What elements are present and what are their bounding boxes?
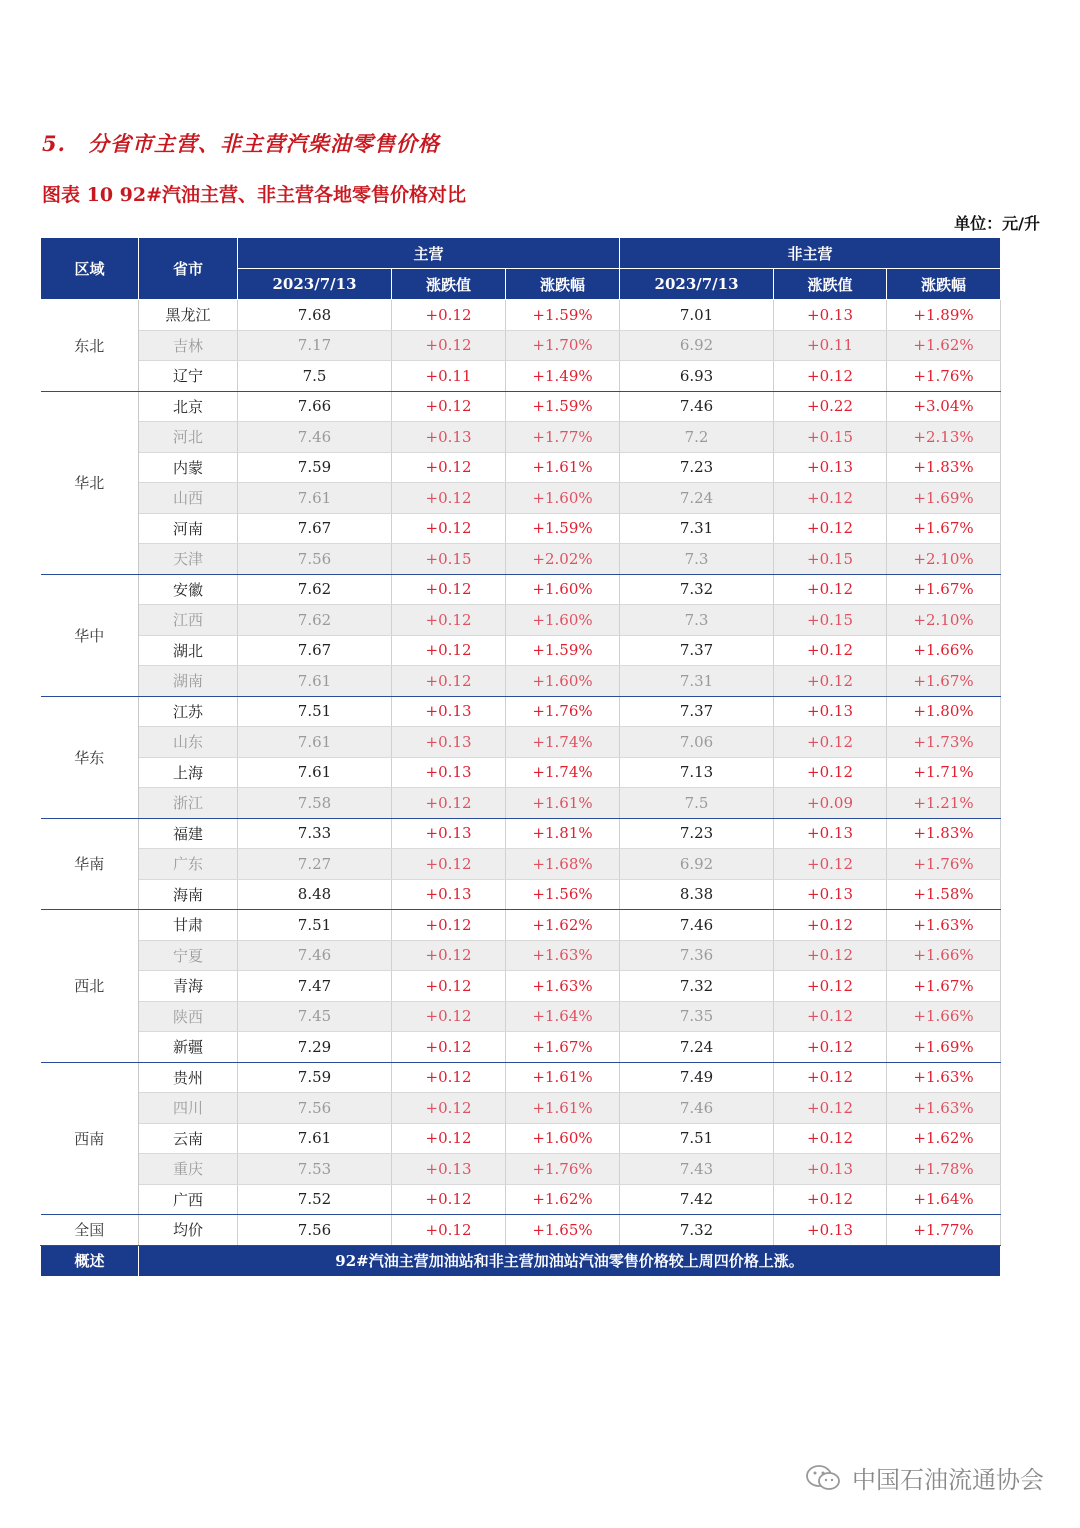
main-price-cell: 7.17 [238,330,392,361]
non-main-change-cell: +0.15 [774,544,887,575]
region-cell: 华南 [41,818,139,910]
non-main-pct-cell: +1.62% [887,330,1001,361]
main-pct-cell: +1.76% [506,1154,620,1185]
table-row [41,300,1001,331]
non-main-change-cell: +0.12 [774,1032,887,1063]
non-main-pct-cell: +1.63% [887,1062,1001,1093]
main-change-cell: +0.12 [392,330,506,361]
header-main: 主营 [238,238,620,269]
main-price-cell: 7.58 [238,788,392,819]
main-price-cell: 7.61 [238,483,392,514]
chart-title: 图表 10 92#汽油主营、非主营各地零售价格对比 [42,184,467,206]
main-pct-cell: +1.74% [506,757,620,788]
header-non-main-date: 2023/7/13 [620,269,774,300]
main-price-cell: 7.51 [238,910,392,941]
table-row [41,849,1001,880]
table-row [41,910,1001,941]
main-change-cell: +0.12 [392,1062,506,1093]
main-change-cell: +0.12 [392,910,506,941]
non-main-pct-cell: +1.67% [887,971,1001,1002]
table-row [41,879,1001,910]
main-pct-cell: +1.67% [506,1032,620,1063]
non-main-pct-cell: +1.67% [887,666,1001,697]
non-main-pct-cell: +1.73% [887,727,1001,758]
main-change-cell: +0.12 [392,513,506,544]
non-main-price-cell: 7.46 [620,391,774,422]
wechat-icon [804,1463,844,1493]
table-row [41,635,1001,666]
main-pct-cell: +1.61% [506,1062,620,1093]
main-pct-cell: +1.59% [506,513,620,544]
non-main-pct-cell: +1.89% [887,300,1001,331]
non-main-change-cell: +0.12 [774,1062,887,1093]
region-cell: 华中 [41,574,139,696]
main-change-cell: +0.15 [392,544,506,575]
non-main-pct-cell: +1.64% [887,1184,1001,1215]
main-change-cell: +0.12 [392,1093,506,1124]
non-main-price-cell: 7.37 [620,635,774,666]
table-row [41,1154,1001,1185]
non-main-pct-cell: +1.76% [887,361,1001,392]
province-cell: 海南 [139,879,238,910]
province-cell: 山西 [139,483,238,514]
non-main-price-cell: 7.5 [620,788,774,819]
non-main-change-cell: +0.12 [774,971,887,1002]
non-main-price-cell: 7.31 [620,513,774,544]
main-change-cell: +0.12 [392,788,506,819]
table-row [41,1184,1001,1215]
table-row [41,605,1001,636]
main-pct-cell: +1.81% [506,818,620,849]
table-row [41,666,1001,697]
non-main-price-cell: 6.93 [620,361,774,392]
main-change-cell: +0.12 [392,574,506,605]
main-pct-cell: +1.65% [506,1215,620,1246]
non-main-change-cell: +0.13 [774,452,887,483]
main-pct-cell: +1.60% [506,605,620,636]
main-pct-cell: +2.02% [506,544,620,575]
table-row [41,757,1001,788]
main-pct-cell: +1.59% [506,635,620,666]
table-row [41,1062,1001,1093]
header-region: 区域 [41,238,139,300]
non-main-change-cell: +0.12 [774,757,887,788]
table-row [41,422,1001,453]
non-main-change-cell: +0.22 [774,391,887,422]
non-main-pct-cell: +2.10% [887,605,1001,636]
non-main-price-cell: 7.2 [620,422,774,453]
main-pct-cell: +1.49% [506,361,620,392]
table-row [41,1093,1001,1124]
non-main-price-cell: 7.01 [620,300,774,331]
non-main-change-cell: +0.12 [774,1001,887,1032]
main-change-cell: +0.12 [392,666,506,697]
main-pct-cell: +1.76% [506,696,620,727]
non-main-change-cell: +0.12 [774,849,887,880]
province-cell: 上海 [139,757,238,788]
province-cell: 宁夏 [139,940,238,971]
main-price-cell: 7.56 [238,1093,392,1124]
non-main-change-cell: +0.12 [774,1123,887,1154]
watermark-text: 中国石油流通协会 [852,1466,1044,1494]
main-price-cell: 7.52 [238,1184,392,1215]
unit-label: 单位：元/升 [954,214,1040,233]
header-main-change: 涨跌值 [392,269,506,300]
main-change-cell: +0.11 [392,361,506,392]
main-pct-cell: +1.64% [506,1001,620,1032]
non-main-price-cell: 7.32 [620,971,774,1002]
main-change-cell: +0.13 [392,757,506,788]
table-body [41,300,1001,1246]
province-cell: 浙江 [139,788,238,819]
non-main-pct-cell: +1.83% [887,818,1001,849]
main-change-cell: +0.12 [392,940,506,971]
main-price-cell: 7.46 [238,422,392,453]
province-cell: 北京 [139,391,238,422]
non-main-change-cell: +0.12 [774,513,887,544]
non-main-change-cell: +0.13 [774,1154,887,1185]
table-row [41,696,1001,727]
main-change-cell: +0.12 [392,483,506,514]
non-main-pct-cell: +1.69% [887,483,1001,514]
province-cell: 广东 [139,849,238,880]
main-price-cell: 7.47 [238,971,392,1002]
main-pct-cell: +1.60% [506,666,620,697]
non-main-pct-cell: +1.76% [887,849,1001,880]
table-row [41,1215,1001,1246]
province-cell: 陕西 [139,1001,238,1032]
main-price-cell: 7.66 [238,391,392,422]
main-pct-cell: +1.61% [506,788,620,819]
main-price-cell: 7.68 [238,300,392,331]
province-cell: 江西 [139,605,238,636]
province-cell: 青海 [139,971,238,1002]
section-number: 5. [42,131,66,156]
non-main-price-cell: 7.3 [620,544,774,575]
main-price-cell: 8.48 [238,879,392,910]
main-change-cell: +0.12 [392,1215,506,1246]
non-main-price-cell: 7.32 [620,1215,774,1246]
table-row [41,513,1001,544]
non-main-change-cell: +0.13 [774,300,887,331]
non-main-change-cell: +0.12 [774,574,887,605]
main-change-cell: +0.12 [392,1184,506,1215]
section-title-text: 分省市主营、非主营汽柴油零售价格 [87,131,440,156]
non-main-change-cell: +0.13 [774,1215,887,1246]
table-row [41,391,1001,422]
table-row [41,361,1001,392]
non-main-change-cell: +0.15 [774,422,887,453]
non-main-change-cell: +0.13 [774,818,887,849]
region-cell: 华北 [41,391,139,574]
main-price-cell: 7.5 [238,361,392,392]
province-cell: 安徽 [139,574,238,605]
non-main-pct-cell: +1.66% [887,635,1001,666]
main-change-cell: +0.12 [392,300,506,331]
main-pct-cell: +1.59% [506,391,620,422]
non-main-pct-cell: +1.80% [887,696,1001,727]
non-main-price-cell: 7.37 [620,696,774,727]
region-cell: 华东 [41,696,139,818]
non-main-price-cell: 7.24 [620,1032,774,1063]
non-main-pct-cell: +1.67% [887,513,1001,544]
non-main-price-cell: 7.46 [620,1093,774,1124]
non-main-pct-cell: +1.66% [887,1001,1001,1032]
summary-text: 92#汽油主营加油站和非主营加油站汽油零售价格较上周四价格上涨。 [139,1245,1001,1276]
main-price-cell: 7.29 [238,1032,392,1063]
province-cell: 辽宁 [139,361,238,392]
non-main-pct-cell: +1.63% [887,1093,1001,1124]
main-change-cell: +0.13 [392,1154,506,1185]
header-main-pct: 涨跌幅 [506,269,620,300]
table-row [41,788,1001,819]
main-price-cell: 7.45 [238,1001,392,1032]
non-main-price-cell: 7.31 [620,666,774,697]
non-main-pct-cell: +1.66% [887,940,1001,971]
main-price-cell: 7.59 [238,452,392,483]
main-pct-cell: +1.74% [506,727,620,758]
non-main-price-cell: 7.49 [620,1062,774,1093]
header-main-date: 2023/7/13 [238,269,392,300]
table-row [41,452,1001,483]
main-change-cell: +0.12 [392,605,506,636]
non-main-pct-cell: +1.58% [887,879,1001,910]
non-main-change-cell: +0.12 [774,1184,887,1215]
main-change-cell: +0.12 [392,849,506,880]
table-row [41,544,1001,575]
province-cell: 山东 [139,727,238,758]
main-pct-cell: +1.62% [506,910,620,941]
non-main-change-cell: +0.12 [774,910,887,941]
province-cell: 甘肃 [139,910,238,941]
section-title [42,128,440,158]
main-pct-cell: +1.63% [506,940,620,971]
summary-label: 概述 [41,1245,139,1276]
table-row [41,1001,1001,1032]
main-pct-cell: +1.61% [506,1093,620,1124]
province-cell: 河北 [139,422,238,453]
province-cell: 云南 [139,1123,238,1154]
region-cell: 东北 [41,300,139,392]
province-cell: 新疆 [139,1032,238,1063]
main-pct-cell: +1.70% [506,330,620,361]
non-main-pct-cell: +1.69% [887,1032,1001,1063]
header-non-main-change: 涨跌值 [774,269,887,300]
non-main-pct-cell: +1.62% [887,1123,1001,1154]
non-main-price-cell: 7.35 [620,1001,774,1032]
non-main-pct-cell: +2.13% [887,422,1001,453]
main-pct-cell: +1.61% [506,452,620,483]
table-row [41,483,1001,514]
table-row [41,818,1001,849]
province-cell: 天津 [139,544,238,575]
non-main-price-cell: 7.46 [620,910,774,941]
non-main-pct-cell: +1.67% [887,574,1001,605]
main-change-cell: +0.12 [392,635,506,666]
non-main-price-cell: 7.32 [620,574,774,605]
main-change-cell: +0.13 [392,422,506,453]
province-cell: 重庆 [139,1154,238,1185]
main-change-cell: +0.12 [392,1123,506,1154]
non-main-price-cell: 7.36 [620,940,774,971]
main-change-cell: +0.12 [392,971,506,1002]
non-main-pct-cell: +1.78% [887,1154,1001,1185]
main-price-cell: 7.62 [238,605,392,636]
table-row [41,1032,1001,1063]
summary-row [41,1245,1001,1276]
province-cell: 贵州 [139,1062,238,1093]
non-main-price-cell: 6.92 [620,849,774,880]
non-main-price-cell: 7.24 [620,483,774,514]
main-pct-cell: +1.77% [506,422,620,453]
province-cell: 内蒙 [139,452,238,483]
main-price-cell: 7.46 [238,940,392,971]
province-cell: 均价 [139,1215,238,1246]
non-main-change-cell: +0.15 [774,605,887,636]
main-price-cell: 7.62 [238,574,392,605]
non-main-price-cell: 6.92 [620,330,774,361]
non-main-pct-cell: +1.71% [887,757,1001,788]
header-province: 省市 [139,238,238,300]
table-row [41,727,1001,758]
main-pct-cell: +1.62% [506,1184,620,1215]
main-price-cell: 7.51 [238,696,392,727]
non-main-change-cell: +0.12 [774,666,887,697]
main-pct-cell: +1.59% [506,300,620,331]
province-cell: 河南 [139,513,238,544]
main-change-cell: +0.13 [392,879,506,910]
main-pct-cell: +1.60% [506,483,620,514]
watermark [804,1460,1044,1495]
non-main-price-cell: 7.13 [620,757,774,788]
non-main-pct-cell: +3.04% [887,391,1001,422]
non-main-pct-cell: +1.63% [887,910,1001,941]
non-main-pct-cell: +2.10% [887,544,1001,575]
non-main-price-cell: 7.3 [620,605,774,636]
province-cell: 湖北 [139,635,238,666]
non-main-pct-cell: +1.83% [887,452,1001,483]
main-change-cell: +0.12 [392,1001,506,1032]
non-main-price-cell: 8.38 [620,879,774,910]
main-price-cell: 7.56 [238,544,392,575]
main-price-cell: 7.33 [238,818,392,849]
non-main-price-cell: 7.42 [620,1184,774,1215]
price-table [40,237,1001,1277]
region-cell: 西南 [41,1062,139,1215]
main-pct-cell: +1.56% [506,879,620,910]
main-change-cell: +0.13 [392,727,506,758]
non-main-change-cell: +0.12 [774,940,887,971]
main-price-cell: 7.59 [238,1062,392,1093]
non-main-price-cell: 7.06 [620,727,774,758]
main-price-cell: 7.61 [238,727,392,758]
main-change-cell: +0.12 [392,1032,506,1063]
non-main-change-cell: +0.12 [774,1093,887,1124]
non-main-change-cell: +0.12 [774,635,887,666]
main-price-cell: 7.61 [238,757,392,788]
table-row [41,330,1001,361]
main-change-cell: +0.13 [392,818,506,849]
non-main-price-cell: 7.43 [620,1154,774,1185]
main-pct-cell: +1.63% [506,971,620,1002]
region-cell: 全国 [41,1215,139,1246]
main-price-cell: 7.67 [238,635,392,666]
table-row [41,940,1001,971]
main-price-cell: 7.61 [238,666,392,697]
non-main-change-cell: +0.12 [774,361,887,392]
non-main-change-cell: +0.11 [774,330,887,361]
province-cell: 黑龙江 [139,300,238,331]
non-main-price-cell: 7.51 [620,1123,774,1154]
main-change-cell: +0.12 [392,452,506,483]
main-price-cell: 7.53 [238,1154,392,1185]
province-cell: 湖南 [139,666,238,697]
main-pct-cell: +1.60% [506,574,620,605]
header-non-main: 非主营 [620,238,1001,269]
main-price-cell: 7.61 [238,1123,392,1154]
province-cell: 四川 [139,1093,238,1124]
table-row [41,971,1001,1002]
non-main-change-cell: +0.12 [774,727,887,758]
main-price-cell: 7.67 [238,513,392,544]
non-main-price-cell: 7.23 [620,452,774,483]
non-main-change-cell: +0.13 [774,696,887,727]
non-main-price-cell: 7.23 [620,818,774,849]
main-pct-cell: +1.68% [506,849,620,880]
non-main-change-cell: +0.09 [774,788,887,819]
table-row [41,1123,1001,1154]
province-cell: 吉林 [139,330,238,361]
non-main-pct-cell: +1.77% [887,1215,1001,1246]
province-cell: 福建 [139,818,238,849]
main-pct-cell: +1.60% [506,1123,620,1154]
main-price-cell: 7.56 [238,1215,392,1246]
non-main-change-cell: +0.13 [774,879,887,910]
header-non-main-pct: 涨跌幅 [887,269,1001,300]
main-change-cell: +0.12 [392,391,506,422]
region-cell: 西北 [41,910,139,1063]
main-change-cell: +0.13 [392,696,506,727]
province-cell: 广西 [139,1184,238,1215]
table-row [41,574,1001,605]
main-price-cell: 7.27 [238,849,392,880]
non-main-change-cell: +0.12 [774,483,887,514]
province-cell: 江苏 [139,696,238,727]
non-main-pct-cell: +1.21% [887,788,1001,819]
